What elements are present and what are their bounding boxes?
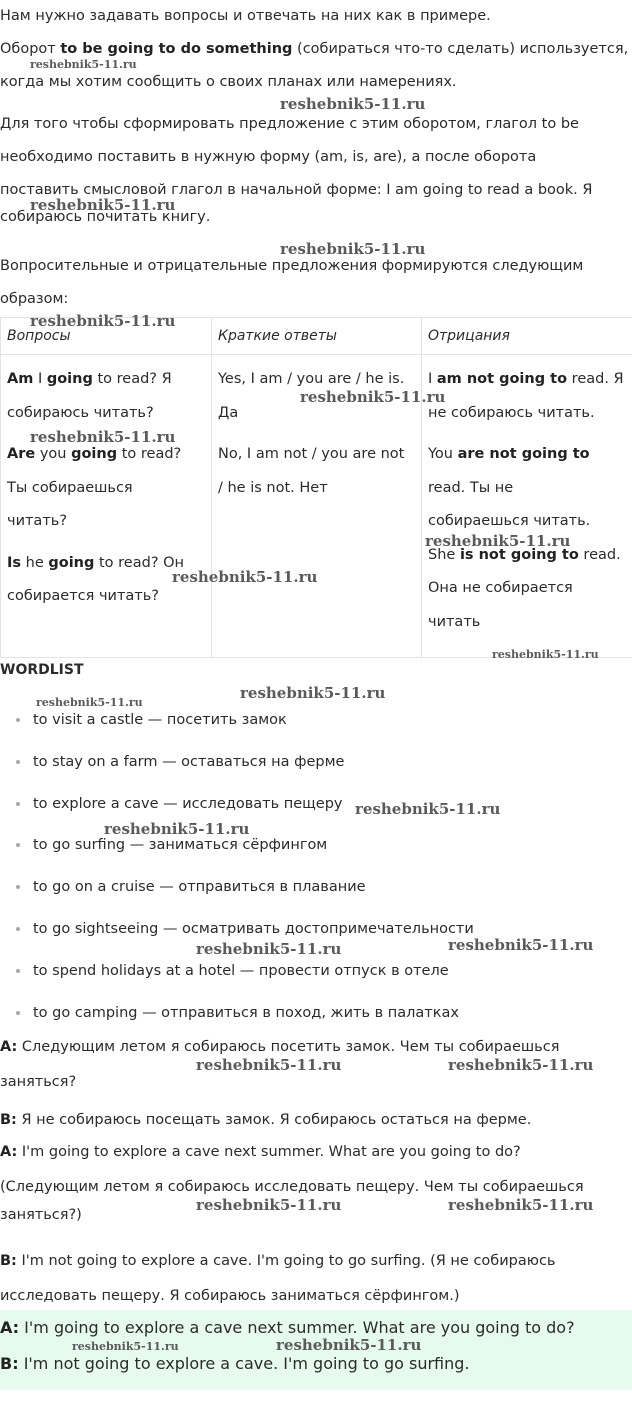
- watermark: reshebnik5-11.ru: [448, 936, 594, 954]
- list-item: to explore a cave — исследовать пещеру: [0, 784, 600, 826]
- list-item: to go camping — отправиться в поход, жить в палатках: [0, 993, 600, 1035]
- bullet-icon: [16, 1011, 20, 1015]
- watermark: reshebnik5-11.ru: [104, 820, 250, 838]
- forms-intro: Вопросительные и отрицательные предложения формируются следующим образом:: [0, 258, 584, 307]
- bullet-icon: [16, 718, 20, 722]
- watermark: reshebnik5-11.ru: [30, 196, 176, 214]
- bullet-icon: [16, 802, 20, 806]
- watermark: reshebnik5-11.ru: [276, 1336, 422, 1354]
- answer-block: [0, 1310, 632, 1390]
- watermark: reshebnik5-11.ru: [72, 1340, 179, 1353]
- watermark: reshebnik5-11.ru: [425, 532, 571, 550]
- list-item: to spend holidays at a hotel — провести отпуск в отеле: [0, 951, 600, 993]
- watermark: reshebnik5-11.ru: [492, 648, 599, 661]
- header-short-answers: Краткие ответы: [212, 318, 422, 355]
- question-is: Is he going to read? Он собирается читать?: [7, 554, 185, 604]
- negation-you: You are not going to read. Ты не собираешься читать.: [428, 446, 591, 529]
- list-item: to go surfing — заниматься сёрфингом: [0, 825, 600, 867]
- table-row: [1, 355, 632, 658]
- wordlist-title: WORDLIST: [0, 662, 84, 678]
- negation-i: I am not going to read. Я не собираюсь читать.: [428, 371, 624, 421]
- dialogue-b2: B: I'm not going to explore a cave. I'm going to go surfing. (Я не собираюсь исследовать пещеру. Я собираюсь заниматься сёрфингом.): [0, 1253, 556, 1304]
- answer-yes: Yes, I am / you are / he is. Да: [218, 371, 405, 421]
- questions-cell: [1, 355, 212, 658]
- bullet-icon: [16, 760, 20, 764]
- rule-paragraph: Оборот to be going to do something (собираться что-то сделать) используется, когда мы хотим сообщить о своих планах или намерениях.: [0, 41, 629, 90]
- dialogue-a1: A: Следующим летом я собираюсь посетить замок. Чем ты собираешься заняться?: [0, 1039, 560, 1090]
- watermark: reshebnik5-11.ru: [36, 696, 143, 709]
- question-am: Am I going to read? Я собираюсь читать?: [7, 371, 172, 421]
- answer-a: A: I'm going to explore a cave next summer. What are you going to do?: [0, 1318, 575, 1337]
- rule-phrase: to be going to do something: [60, 41, 293, 57]
- dialogue-b1: B: Я не собираюсь посещать замок. Я собираюсь остаться на ферме.: [0, 1112, 532, 1128]
- formation-paragraph: Для того чтобы сформировать предложение с этим оборотом, глагол to be необходимо поставить в нужную форму (am, is, are), а после оборота поставить смысловой глагол в начальной форме: I am going to read a book. Я собираюсь почитать книгу.: [0, 116, 593, 225]
- answer-b: B: I'm not going to explore a cave. I'm going to go surfing.: [0, 1354, 470, 1373]
- bullet-icon: [16, 927, 20, 931]
- watermark: reshebnik5-11.ru: [196, 1056, 342, 1074]
- list-item: to visit a castle — посетить замок: [0, 700, 600, 742]
- watermark: reshebnik5-11.ru: [280, 95, 426, 113]
- bullet-icon: [16, 969, 20, 973]
- wordlist: [0, 700, 600, 1034]
- question-are: Are you going to read? Ты собираешься читать?: [7, 446, 182, 529]
- watermark: reshebnik5-11.ru: [448, 1056, 594, 1074]
- watermark: reshebnik5-11.ru: [196, 940, 342, 958]
- short-answers-cell: [212, 355, 422, 658]
- bullet-icon: [16, 843, 20, 847]
- table-header-row: [1, 318, 632, 355]
- header-questions: Вопросы: [1, 318, 212, 355]
- dialogue-a2: A: I'm going to explore a cave next summer. What are you going to do? (Следующим летом я собираюсь исследовать пещеру. Чем ты собираешься заняться?): [0, 1144, 584, 1223]
- watermark: reshebnik5-11.ru: [172, 568, 318, 586]
- negations-cell: [422, 355, 632, 658]
- header-negations: Отрицания: [422, 318, 632, 355]
- watermark: reshebnik5-11.ru: [30, 312, 176, 330]
- watermark: reshebnik5-11.ru: [30, 428, 176, 446]
- watermark: reshebnik5-11.ru: [300, 388, 446, 406]
- watermark: reshebnik5-11.ru: [280, 240, 426, 258]
- negation-she: She is not going to read. Она не собирается читать: [428, 546, 621, 630]
- intro-text: Нам нужно задавать вопросы и отвечать на них как в примере.: [0, 8, 491, 24]
- watermark: reshebnik5-11.ru: [196, 1196, 342, 1214]
- grammar-table: [0, 317, 632, 658]
- list-item: to stay on a farm — оставаться на ферме: [0, 742, 600, 784]
- watermark: reshebnik5-11.ru: [30, 58, 137, 71]
- watermark: reshebnik5-11.ru: [240, 684, 386, 702]
- answer-no: No, I am not / you are not / he is not. Нет: [218, 446, 405, 496]
- list-item: to go sightseeing — осматривать достопримечательности: [0, 909, 600, 951]
- list-item: to go on a cruise — отправиться в плавание: [0, 867, 600, 909]
- bullet-icon: [16, 885, 20, 889]
- watermark: reshebnik5-11.ru: [448, 1196, 594, 1214]
- watermark: reshebnik5-11.ru: [355, 800, 501, 818]
